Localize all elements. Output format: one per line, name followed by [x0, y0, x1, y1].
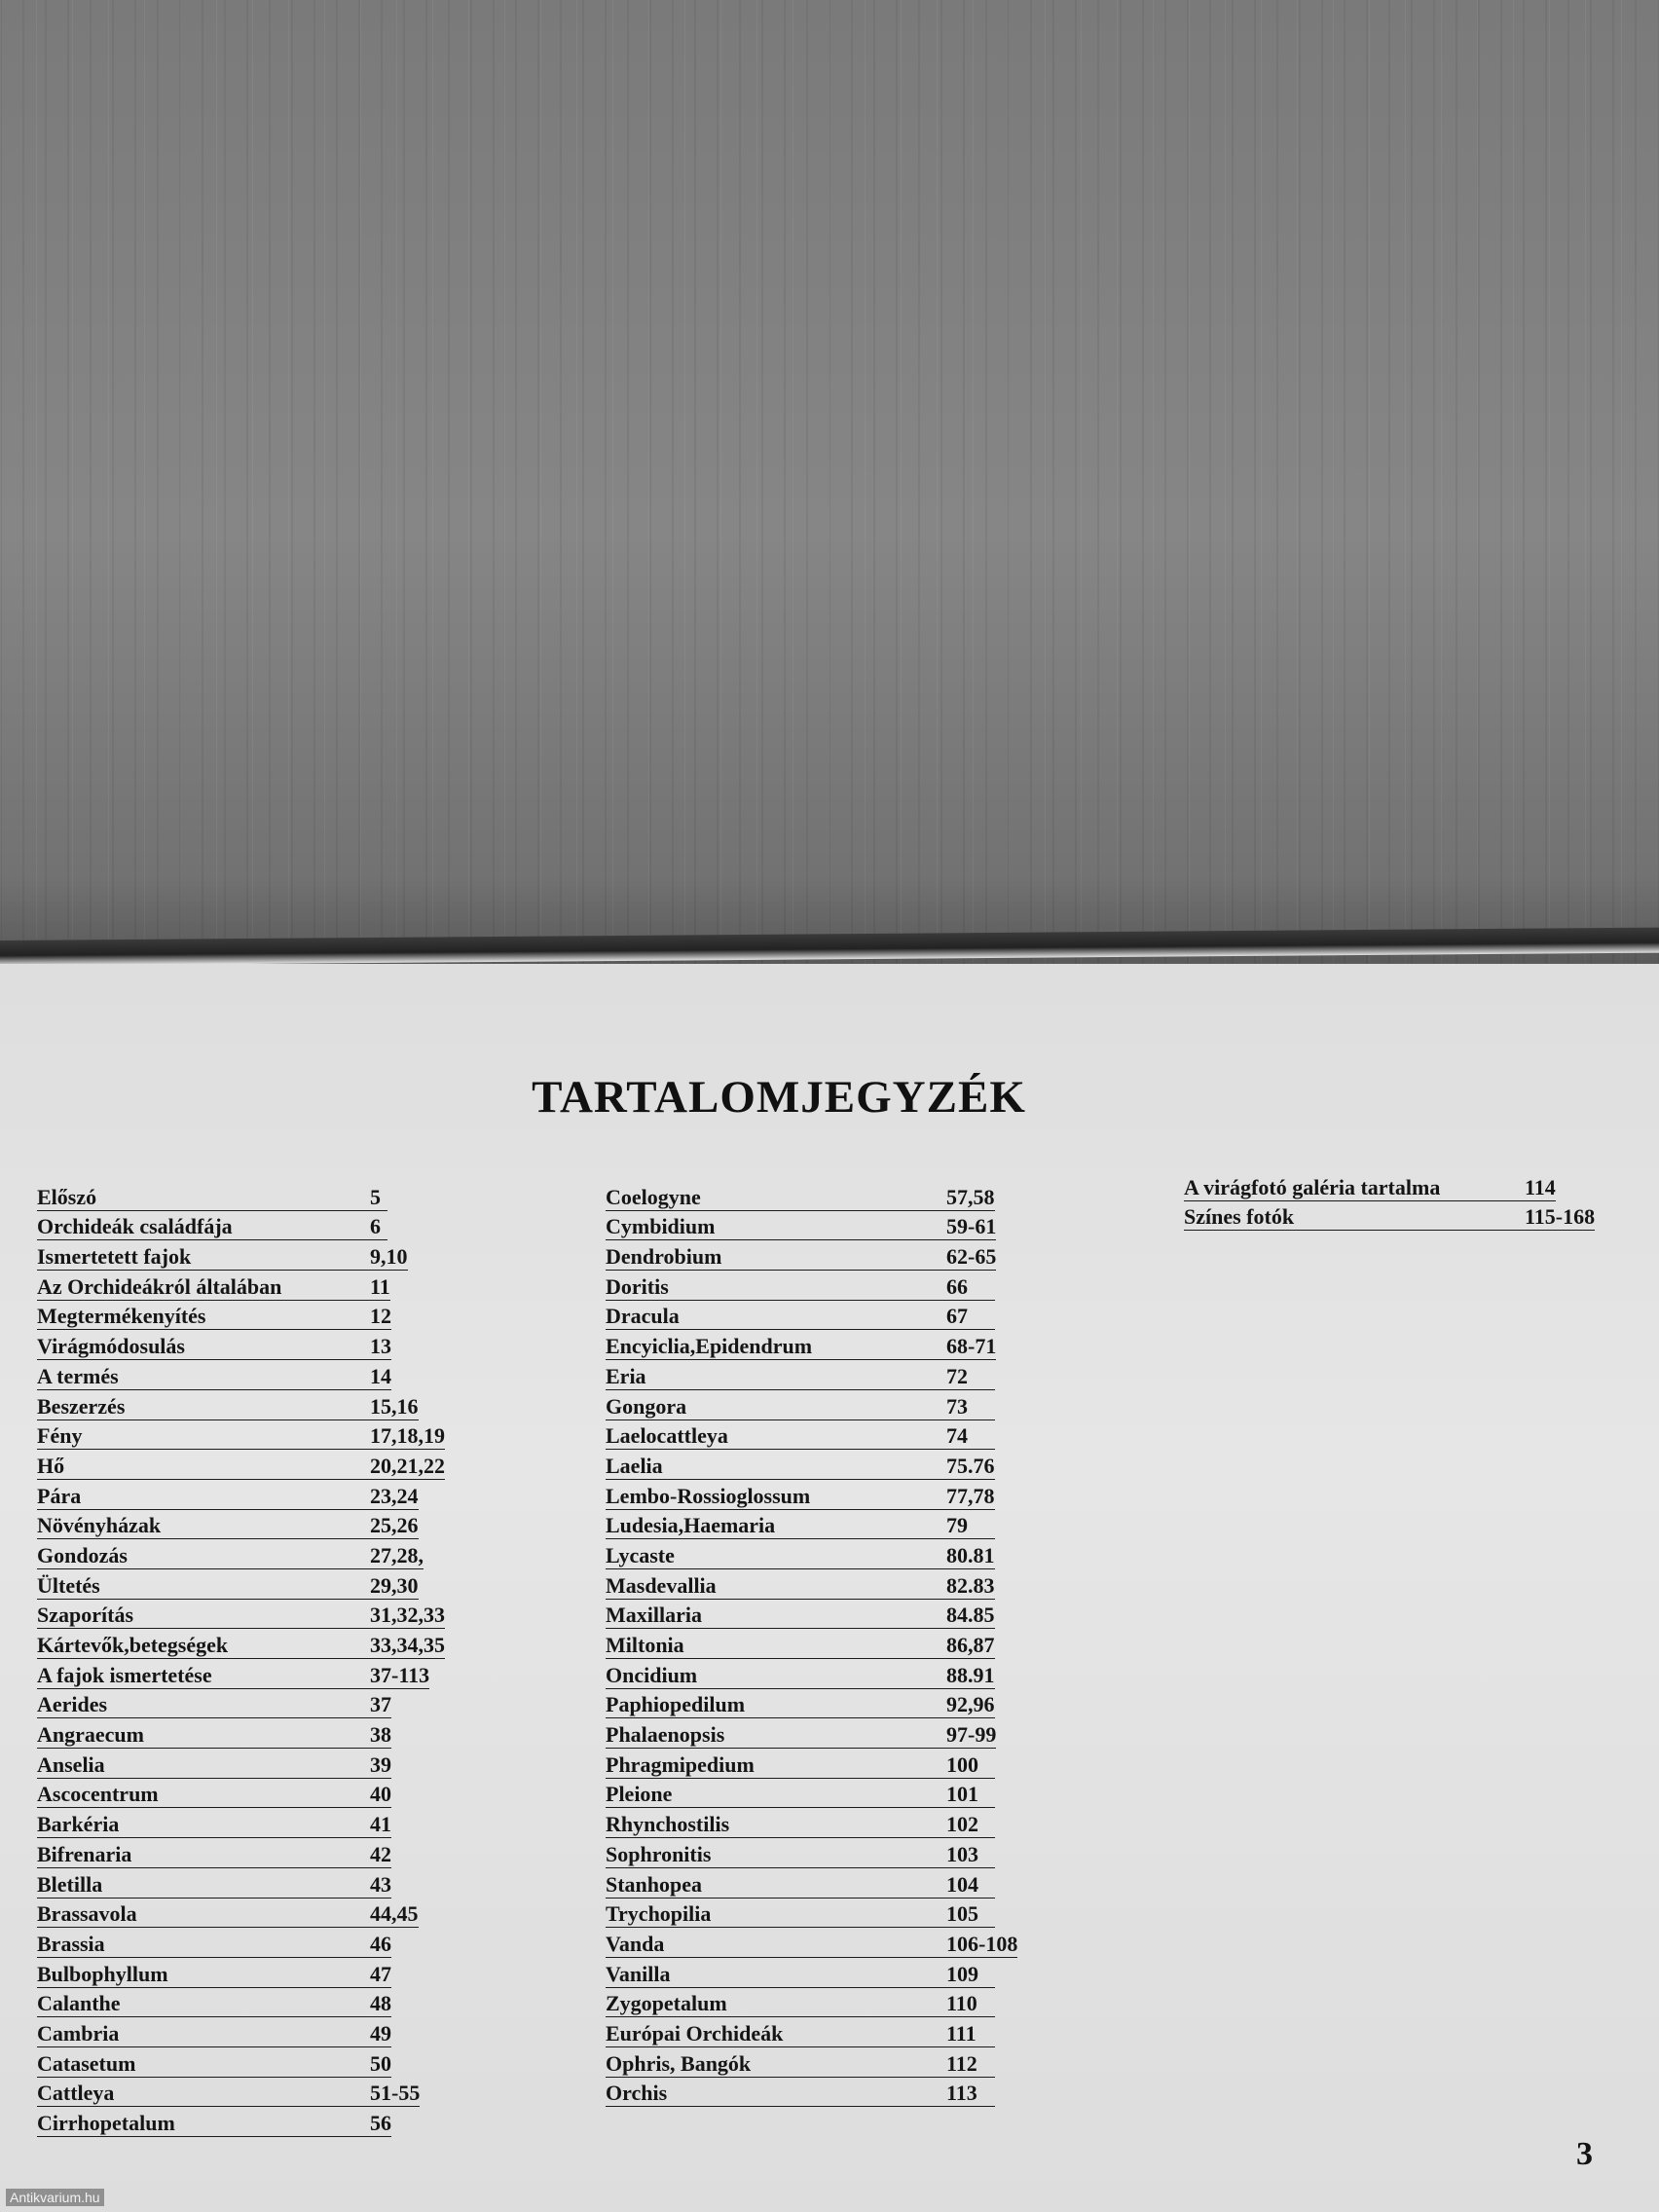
- toc-entry-title: Calanthe: [37, 1991, 121, 2016]
- toc-entry-title: Angraecum: [37, 1722, 144, 1748]
- leader-underline: [37, 1479, 387, 1480]
- toc-entry-page: 17,18,19: [370, 1423, 445, 1449]
- toc-entry-title: Pára: [37, 1483, 82, 1508]
- toc-entry-page: 68-71: [946, 1334, 997, 1359]
- toc-entry-title: Phalaenopsis: [606, 1722, 725, 1748]
- toc-entry-title: Dracula: [606, 1304, 680, 1329]
- toc-entry-title: Vanda: [606, 1931, 665, 1956]
- toc-entry-title: Paphiopedilum: [606, 1692, 746, 1717]
- toc-entry-title: A termés: [37, 1363, 119, 1388]
- toc-entry-page: 40: [370, 1782, 391, 1807]
- toc-entry-title: Lembo-Rossioglossum: [606, 1483, 811, 1508]
- leader-underline: [37, 1509, 387, 1510]
- toc-entry-title: Stanhopea: [606, 1871, 703, 1897]
- toc-entry-page: 47: [370, 1961, 391, 1986]
- toc-entry-title: Fény: [37, 1423, 83, 1449]
- toc-entry-page: 82.83: [946, 1572, 995, 1598]
- toc-entry-title: Miltonia: [606, 1633, 684, 1657]
- toc-entry-title: Oncidium: [606, 1662, 698, 1687]
- toc-entry-page: 109: [946, 1961, 978, 1986]
- toc-entry-title: Eria: [606, 1363, 646, 1388]
- toc-entry-page: 62-65: [946, 1244, 997, 1270]
- toc-entry-page: 106-108: [946, 1931, 1018, 1956]
- toc-entry-title: Encyiclia,Epidendrum: [606, 1334, 813, 1359]
- toc-entry-title: Masdevallia: [606, 1572, 717, 1598]
- toc-entry-page: 56: [370, 2111, 391, 2135]
- toc-entry-page: 39: [370, 1751, 391, 1777]
- toc-entry-title: Hő: [37, 1453, 65, 1478]
- toc-entry-page: 79: [946, 1513, 968, 1538]
- toc-entry-page: 104: [946, 1871, 978, 1897]
- toc-entry-title: Rhynchostilis: [606, 1812, 730, 1837]
- toc-entry-page: 67: [946, 1304, 968, 1329]
- toc-entry-page: 84.85: [946, 1603, 995, 1628]
- toc-entry-title: Anselia: [37, 1751, 105, 1777]
- toc-entry-page: 113: [946, 2081, 977, 2106]
- toc-entry-page: 102: [946, 1812, 978, 1837]
- toc-entry-title: Az Orchideákról általában: [37, 1273, 282, 1299]
- toc-entry-title: Cirrhopetalum: [37, 2111, 175, 2135]
- toc-entry-title: Beszerzés: [37, 1393, 126, 1419]
- toc-entry-page: 51-55: [370, 2081, 421, 2106]
- toc-entry-page: 43: [370, 1871, 391, 1897]
- toc-entry-title: Cambria: [37, 2020, 120, 2046]
- leader-underline: [606, 1479, 995, 1480]
- toc-entry-page: 77,78: [946, 1483, 995, 1508]
- toc-entry-page: 101: [946, 1782, 978, 1807]
- toc-entry-title: Színes fotók: [1184, 1204, 1295, 1230]
- watermark: Antikvarium.hu: [6, 2189, 104, 2206]
- toc-entry-title: Ültetés: [37, 1572, 100, 1598]
- toc-entry-page: 72: [946, 1363, 968, 1388]
- toc-entry-title: Bulbophyllum: [37, 1961, 168, 1986]
- toc-entry-page: 112: [946, 2050, 977, 2076]
- toc-entry-page: 38: [370, 1722, 391, 1748]
- book-page: [0, 964, 1659, 2212]
- toc-entry-page: 13: [370, 1334, 391, 1359]
- toc-entry-page: 23,24: [370, 1483, 419, 1508]
- toc-entry-title: Barkéria: [37, 1812, 120, 1837]
- toc-entry-page: 49: [370, 2020, 391, 2046]
- toc-entry-title: Brassia: [37, 1931, 105, 1956]
- toc-entry-page: 103: [946, 1841, 978, 1866]
- toc-entry-title: Maxillaria: [606, 1603, 702, 1628]
- leader-underline: [37, 1449, 387, 1450]
- toc-entry-title: Ascocentrum: [37, 1782, 159, 1807]
- toc-entry-page: 110: [946, 1991, 977, 2016]
- toc-entry-title: Növényházak: [37, 1513, 162, 1538]
- toc-entry-page: 92,96: [946, 1692, 995, 1717]
- toc-entry-title: Orchideák családfája: [37, 1214, 233, 1239]
- toc-entry-title: Sophronitis: [606, 1841, 712, 1866]
- toc-entry-page: 31,32,33: [370, 1603, 445, 1628]
- toc-entry-page: 46: [370, 1931, 391, 1956]
- toc-entry-title: Bletilla: [37, 1871, 103, 1897]
- toc-entry-title: Catasetum: [37, 2050, 136, 2076]
- toc-entry-title: Cymbidium: [606, 1214, 716, 1239]
- toc-entry-title: Laelocattleya: [606, 1423, 728, 1449]
- toc-entry-title: Laelia: [606, 1453, 663, 1478]
- toc-entry-title: Lycaste: [606, 1542, 675, 1567]
- toc-entry-page: 73: [946, 1393, 968, 1419]
- toc-entry-title: Cattleya: [37, 2081, 115, 2106]
- toc-entry-page: 114: [1525, 1174, 1556, 1199]
- toc-entry-title: Gongora: [606, 1393, 687, 1419]
- toc-entry-title: Zygopetalum: [606, 1991, 727, 2016]
- toc-entry-title: Pleione: [606, 1782, 673, 1807]
- toc-entry-page: 27,28,: [370, 1542, 424, 1567]
- toc-entry-page: 12: [370, 1304, 391, 1329]
- toc-entry-title: Phragmipedium: [606, 1751, 755, 1777]
- toc-entry-page: 80.81: [946, 1542, 995, 1567]
- toc-entry-page: 11: [370, 1273, 390, 1299]
- toc-entry-title: Bifrenaria: [37, 1841, 132, 1866]
- toc-entry-page: 29,30: [370, 1572, 419, 1598]
- toc-entry-title: Coelogyne: [606, 1184, 701, 1209]
- toc-entry-title: Dendrobium: [606, 1244, 722, 1270]
- toc-entry-title: Orchis: [606, 2081, 668, 2106]
- toc-entry-title: Előszó: [37, 1184, 97, 1209]
- toc-entry-page: 33,34,35: [370, 1633, 445, 1657]
- toc-entry-page: 14: [370, 1363, 391, 1388]
- toc-entry-title: Doritis: [606, 1273, 669, 1299]
- toc-entry-title: Gondozás: [37, 1542, 128, 1567]
- toc-entry-page: 37: [370, 1692, 391, 1717]
- toc-entry-title: Virágmódosulás: [37, 1334, 185, 1359]
- toc-entry-page: 15,16: [370, 1393, 419, 1419]
- toc-entry-title: Ismertetett fajok: [37, 1244, 192, 1270]
- toc-entry-page: 57,58: [946, 1184, 995, 1209]
- toc-entry-title: Európai Orchideák: [606, 2020, 784, 2046]
- toc-entry-title: A virágfotó galéria tartalma: [1184, 1174, 1441, 1199]
- toc-entry-page: 9,10: [370, 1244, 408, 1270]
- toc-entry-page: 74: [946, 1423, 968, 1449]
- toc-entry-page: 66: [946, 1273, 968, 1299]
- toc-entry-title: Megtermékenyítés: [37, 1304, 206, 1329]
- toc-entry-page: 100: [946, 1751, 978, 1777]
- toc-entry-page: 5: [370, 1184, 381, 1209]
- toc-entry-page: 48: [370, 1991, 391, 2016]
- toc-entry-page: 111: [946, 2020, 977, 2046]
- toc-entry-page: 37-113: [370, 1662, 430, 1687]
- toc-entry-page: 86,87: [946, 1633, 995, 1657]
- toc-entry-page: 41: [370, 1812, 391, 1837]
- page-number: 3: [1576, 2136, 1593, 2172]
- toc-entry-page: 42: [370, 1841, 391, 1866]
- toc-entry-title: Szaporítás: [37, 1603, 133, 1628]
- toc-entry-page: 20,21,22: [370, 1453, 445, 1478]
- toc-entry-page: 50: [370, 2050, 391, 2076]
- toc-entry-title: A fajok ismertetése: [37, 1662, 212, 1687]
- toc-entry-page: 88.91: [946, 1662, 995, 1687]
- toc-entry-title: Kártevők,betegségek: [37, 1633, 229, 1657]
- table-surface: [0, 0, 1659, 964]
- toc-entry-page: 44,45: [370, 1901, 419, 1927]
- toc-entry-page: 105: [946, 1901, 978, 1927]
- toc-entry-page: 97-99: [946, 1722, 997, 1748]
- toc-entry-title: Vanilla: [606, 1961, 671, 1986]
- toc-entry-page: 59-61: [946, 1214, 997, 1239]
- toc-entry-title: Aerides: [37, 1692, 108, 1717]
- leader-underline: [606, 1389, 995, 1390]
- toc-entry-page: 6: [370, 1214, 381, 1239]
- toc-entry-title: Brassavola: [37, 1901, 137, 1927]
- toc-entry-title: Ophris, Bangók: [606, 2050, 752, 2076]
- page-title: TARTALOMJEGYZÉK: [532, 1072, 1026, 1123]
- toc-entry-page: 25,26: [370, 1513, 419, 1538]
- toc-entry-page: 75.76: [946, 1453, 995, 1478]
- toc-entry-title: Trychopilia: [606, 1901, 712, 1927]
- toc-entry-page: 115-168: [1525, 1204, 1596, 1230]
- toc-entry-title: Ludesia,Haemaria: [606, 1513, 776, 1538]
